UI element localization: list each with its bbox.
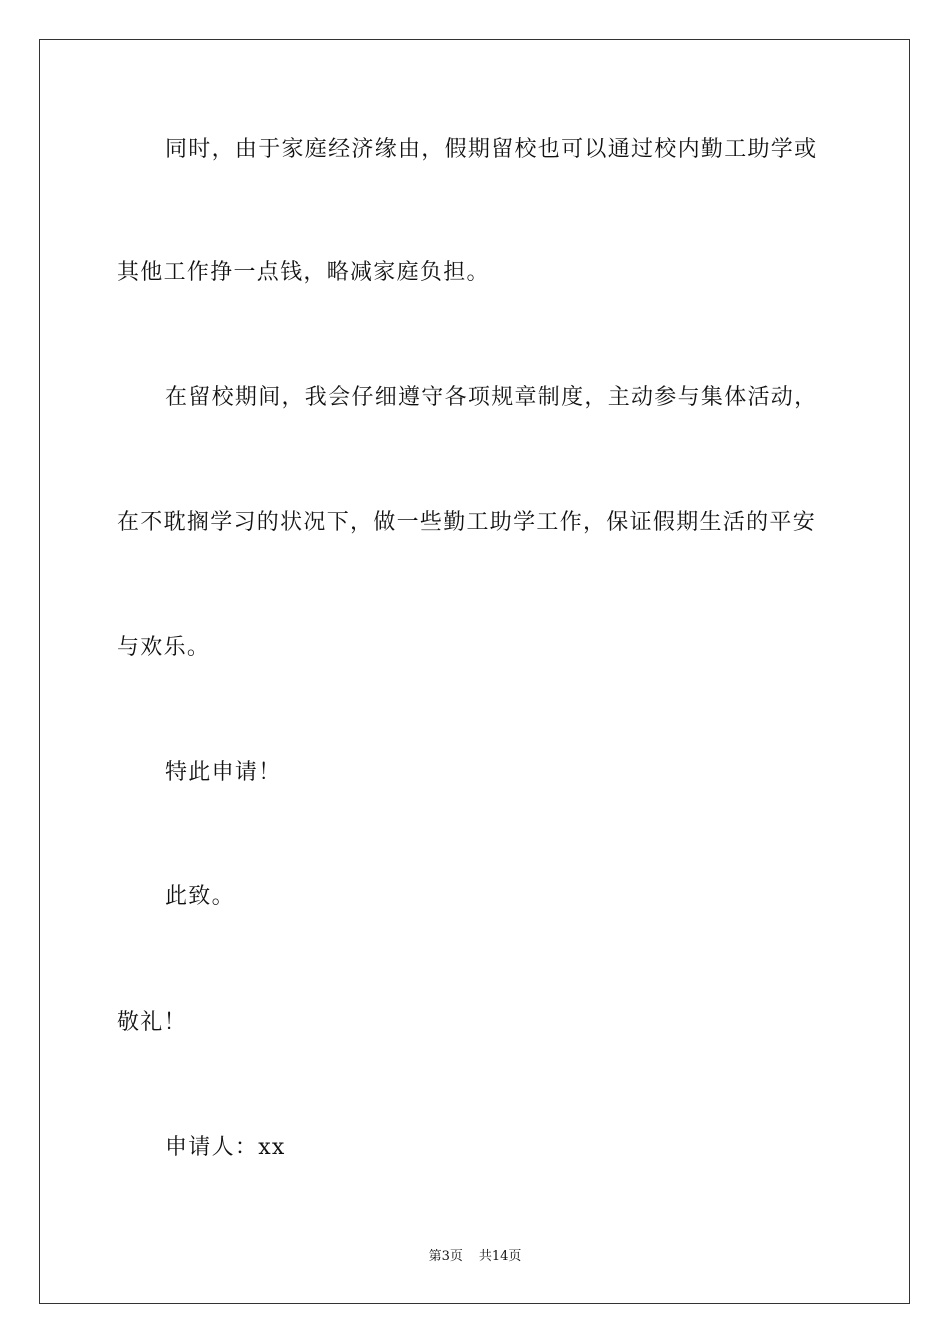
page-total: 共14页 (478, 1249, 522, 1264)
page-border (39, 39, 910, 1304)
paragraph-line: 与欢乐。 (117, 635, 211, 660)
page-footer (0, 1247, 950, 1267)
paragraph-line: 同时，由于家庭经济缘由，假期留校也可以通过校内勤工助学或 (165, 137, 818, 162)
closing-respect: 敬礼！ (117, 1010, 187, 1035)
paragraph-line: 在不耽搁学习的状况下，做一些勤工助学工作，保证假期生活的平安 (117, 510, 817, 535)
paragraph-line: 在留校期间，我会仔细遵守各项规章制度，主动参与集体活动， (165, 385, 818, 410)
closing-salutation: 此致。 (165, 884, 235, 909)
closing-request: 特此申请！ (165, 760, 282, 785)
page-number: 第3页 (428, 1249, 463, 1264)
paragraph-line: 其他工作挣一点钱，略减家庭负担。 (117, 260, 490, 285)
applicant-signature: 申请人：xx (165, 1135, 286, 1160)
